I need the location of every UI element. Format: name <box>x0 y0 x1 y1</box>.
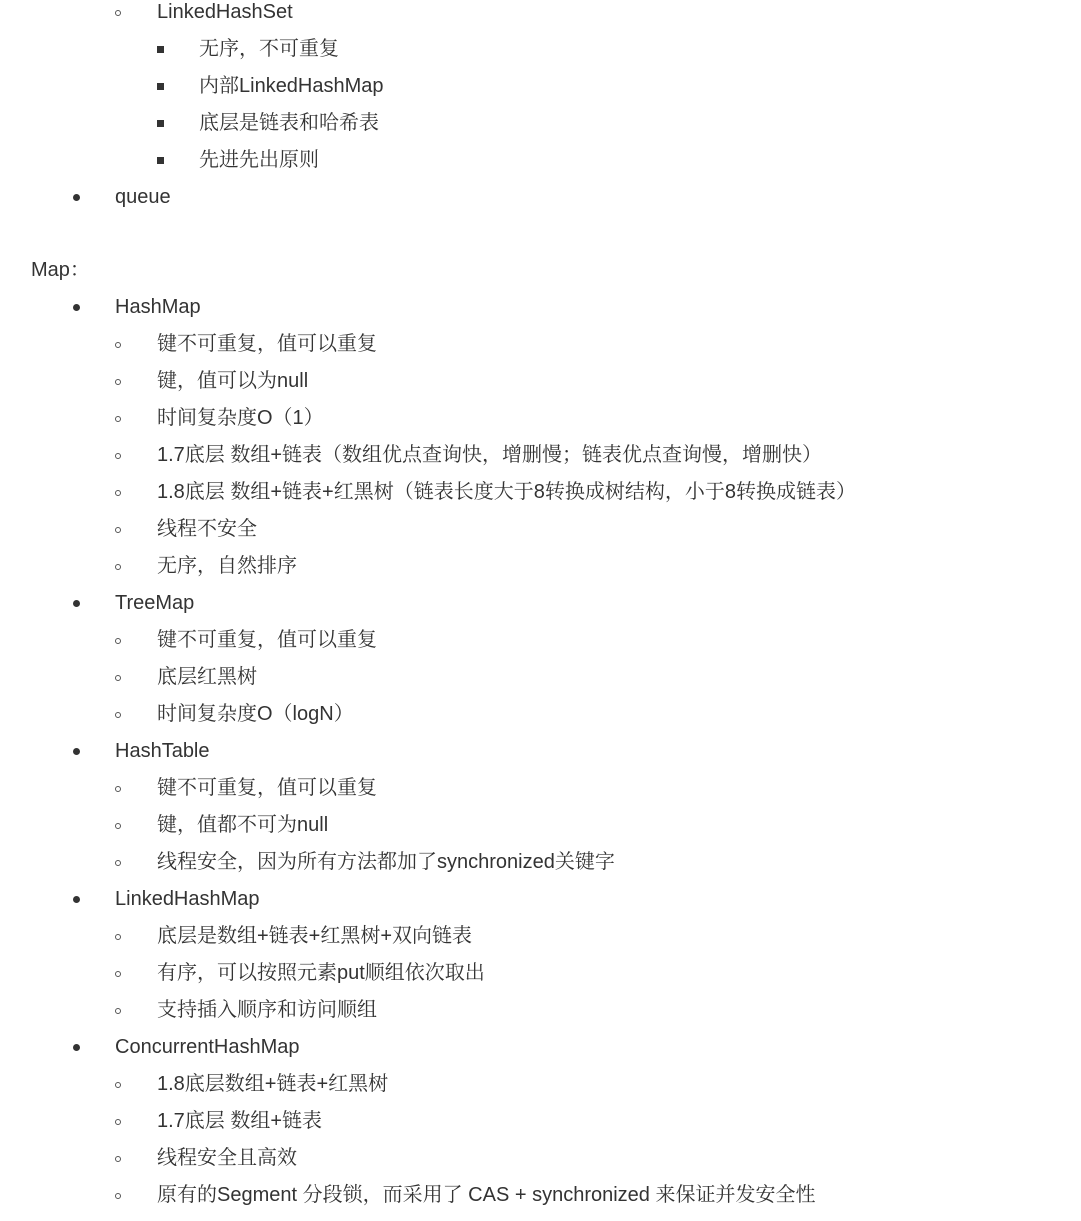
list-item-label: HashTable <box>115 740 210 762</box>
circle-bullet-icon <box>115 1066 121 1103</box>
circle-bullet-icon <box>115 770 121 807</box>
disc-bullet-icon <box>73 289 80 326</box>
list-item-text: 底层红黑树 <box>157 666 257 688</box>
circle-bullet-icon <box>115 696 121 733</box>
circle-bullet-icon <box>115 0 121 31</box>
circle-bullet-icon <box>115 511 121 548</box>
square-bullet-icon <box>157 68 164 105</box>
list-item-text: 支持插入顺序和访问顺组 <box>157 999 377 1021</box>
square-bullet-icon <box>157 105 164 142</box>
list-item-text: 线程安全且高效 <box>157 1147 297 1169</box>
list-item-text: 时间复杂度O（logN） <box>157 703 354 725</box>
disc-bullet-icon <box>73 179 80 216</box>
disc-bullet-icon <box>73 1029 80 1066</box>
list-item-text: 线程安全，因为所有方法都加了synchronized关键字 <box>157 851 615 873</box>
square-bullet-icon <box>157 31 164 68</box>
circle-bullet-icon <box>115 474 121 511</box>
list-item-text: 键不可重复，值可以重复 <box>157 333 377 355</box>
circle-bullet-icon <box>115 992 121 1029</box>
circle-bullet-icon <box>115 955 121 992</box>
list-item-text: 内部LinkedHashMap <box>199 75 384 97</box>
circle-bullet-icon <box>115 437 121 474</box>
circle-bullet-icon <box>115 659 121 696</box>
list-item-text: 底层是链表和哈希表 <box>199 112 379 134</box>
circle-bullet-icon <box>115 363 121 400</box>
list-item-text: 1.8底层数组+链表+红黑树 <box>157 1073 389 1095</box>
section-heading: Map： <box>31 259 90 281</box>
circle-bullet-icon <box>115 548 121 585</box>
circle-bullet-icon <box>115 400 121 437</box>
disc-bullet-icon <box>73 585 80 622</box>
circle-bullet-icon <box>115 918 121 955</box>
disc-bullet-icon <box>73 733 80 770</box>
list-item-text: 先进先出原则 <box>199 149 319 171</box>
list-item-text: 有序，可以按照元素put顺组依次取出 <box>157 962 485 984</box>
circle-bullet-icon <box>115 1177 121 1214</box>
list-item-label: TreeMap <box>115 592 195 614</box>
list-item-text: 线程不安全 <box>157 518 257 540</box>
list-item-text: 键，值都不可为null <box>157 814 329 836</box>
list-item-text: 时间复杂度O（1） <box>157 407 324 429</box>
list-item-text: 键不可重复，值可以重复 <box>157 777 377 799</box>
circle-bullet-icon <box>115 326 121 363</box>
list-item-text: 1.8底层 数组+链表+红黑树（链表长度大于8转换成树结构，小于8转换成链表） <box>157 481 856 503</box>
square-bullet-icon <box>157 142 164 179</box>
circle-bullet-icon <box>115 807 121 844</box>
list-item-text: 无序，自然排序 <box>157 555 297 577</box>
list-item-text: 1.7底层 数组+链表（数组优点查询快，增删慢；链表优点查询慢，增删快） <box>157 444 823 466</box>
list-item-text: 无序，不可重复 <box>199 38 339 60</box>
list-item-label: LinkedHashMap <box>115 888 260 910</box>
list-item-label: LinkedHashSet <box>157 1 293 23</box>
list-item-text: 键，值可以为null <box>157 370 309 392</box>
list-item-label: ConcurrentHashMap <box>115 1036 300 1058</box>
list-item-text: 1.7底层 数组+链表 <box>157 1110 323 1132</box>
disc-bullet-icon <box>73 881 80 918</box>
circle-bullet-icon <box>115 622 121 659</box>
list-item-text: 键不可重复，值可以重复 <box>157 629 377 651</box>
list-item-label: queue <box>115 186 171 208</box>
circle-bullet-icon <box>115 844 121 881</box>
circle-bullet-icon <box>115 1140 121 1177</box>
list-item-text: 原有的Segment 分段锁，而采用了 CAS + synchronized 来保证并发安全性 <box>157 1184 816 1206</box>
list-item-text: 底层是数组+链表+红黑树+双向链表 <box>157 925 473 947</box>
circle-bullet-icon <box>115 1103 121 1140</box>
list-item-label: HashMap <box>115 296 201 318</box>
